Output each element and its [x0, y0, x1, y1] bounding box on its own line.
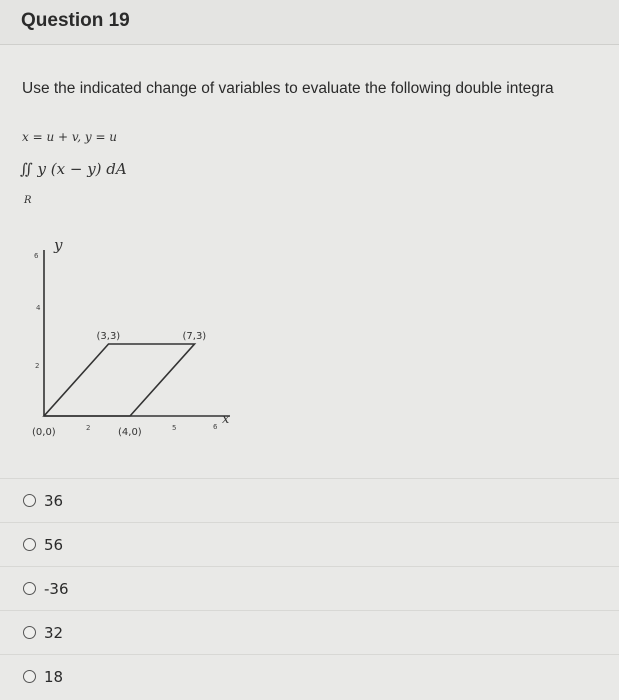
y-axis-label: y [54, 236, 63, 254]
radio-icon[interactable] [23, 670, 36, 683]
x-tick-label: 6 [213, 423, 218, 431]
x-tick-label: 2 [86, 424, 91, 432]
radio-icon[interactable] [23, 538, 36, 551]
choice-label: -36 [44, 580, 69, 598]
x-tick-label: 5 [172, 424, 177, 432]
vertex-label: (4,0) [118, 427, 142, 438]
vertex-label: (0,0) [32, 427, 56, 438]
region-graph [0, 228, 260, 458]
choice-option[interactable] [0, 522, 619, 567]
vertex-label: (7,3) [182, 331, 207, 342]
y-tick-label: 2 [35, 362, 40, 370]
radio-icon[interactable] [23, 582, 36, 595]
x-axis-label: x [222, 412, 230, 427]
question-header [0, 0, 619, 45]
y-tick-label: 6 [34, 252, 39, 260]
region-parallelogram [44, 344, 195, 416]
integral-expression: ∬ y (x − y) dA [20, 160, 127, 178]
choice-label: 36 [44, 492, 64, 510]
choice-option[interactable] [0, 610, 619, 655]
choice-option[interactable] [0, 566, 619, 611]
question-title: Question 19 [21, 10, 130, 31]
radio-icon[interactable] [23, 626, 36, 639]
region-label: R [24, 195, 32, 206]
choice-label: 56 [44, 536, 64, 554]
choice-option[interactable] [0, 478, 619, 523]
question-prompt: Use the indicated change of variables to evaluate the following double integra [22, 80, 554, 97]
vertex-label: (3,3) [96, 331, 121, 342]
y-tick-label: 4 [36, 304, 41, 312]
radio-icon[interactable] [23, 494, 36, 507]
choice-option[interactable] [0, 654, 619, 699]
substitution-formula: x = u + v, y = u [22, 130, 118, 144]
choice-label: 32 [44, 624, 64, 642]
choice-label: 18 [44, 668, 64, 686]
